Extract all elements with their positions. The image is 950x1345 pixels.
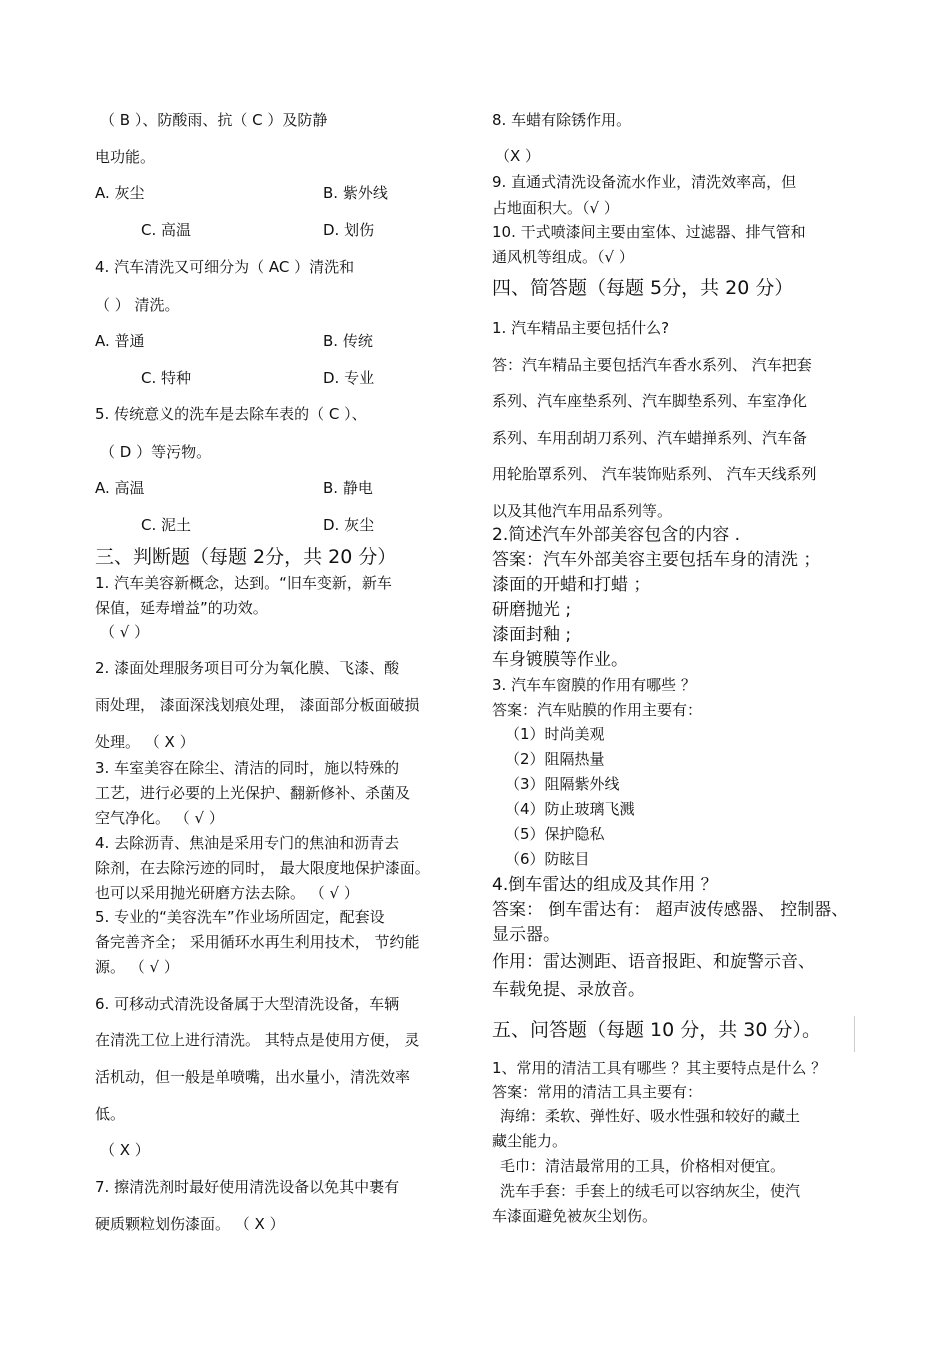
- answer-text: 漆面的开蜡和打蜡 ；: [492, 575, 651, 595]
- answer-text: 海绵：柔软、弹性好、吸水性强和较好的藏土: [500, 1107, 801, 1125]
- question-text: 1、常用的清洁工具有哪些 ？其主要特点是什么 ？: [492, 1059, 827, 1077]
- text-line: 工艺，进行必要的上光保护、翻新修补、杀菌及: [95, 784, 411, 802]
- option-d: D. 专业: [323, 369, 375, 387]
- answer-text: 答案：常用的清洁工具主要有：: [492, 1083, 703, 1101]
- question-text: 8. 车蜡有除锈作用。: [492, 111, 632, 129]
- question-text: 5. 传统意义的洗车是去除车表的（ C ）、: [95, 405, 367, 423]
- answer-mark: （ √ ）: [100, 623, 150, 641]
- text-line: 备完善齐全； 采用循环水再生利用技术， 节约能: [95, 933, 420, 951]
- list-item: （1）时尚美观: [505, 725, 605, 743]
- option-d: D. 灰尘: [323, 516, 375, 534]
- answer-text: 研磨抛光 ;: [492, 600, 572, 620]
- section-heading: 三、判断题（每题 2分，共 20 分）: [95, 546, 397, 568]
- option-c: C. 特种: [141, 369, 192, 387]
- text-line: 保值，延寿增益”的功效。: [95, 599, 268, 617]
- answer-text: 系列、汽车座垫系列、汽车脚垫系列、车室净化: [492, 392, 808, 410]
- question-text: 10. 干式喷漆间主要由室体、过滤器、排气管和: [492, 223, 806, 241]
- option-c: C. 高温: [141, 221, 192, 239]
- option-a: A. 普通: [95, 332, 145, 350]
- answer-text: 车载免提、录放音。: [492, 980, 645, 1000]
- text-line: 硬质颗粒划伤漆面。 （ X ）: [95, 1215, 285, 1233]
- question-text: 6. 可移动式清洗设备属于大型清洗设备，车辆: [95, 995, 400, 1013]
- text-line: 除剂，在去除污迹的同时， 最大限度地保护漆面。: [95, 859, 430, 877]
- text-line: 通风机等组成。（√ ）: [492, 248, 634, 266]
- text-line: 雨处理， 漆面深浅划痕处理， 漆面部分板面破损: [95, 696, 420, 714]
- list-item: （6）防眩目: [505, 850, 590, 868]
- answer-text: 答：汽车精品主要包括汽车香水系列、 汽车把套: [492, 356, 812, 374]
- answer-text: 车漆面避免被灰尘划伤。: [492, 1207, 658, 1225]
- answer-mark: （X ）: [495, 147, 541, 165]
- question-text: 3. 汽车车窗膜的作用有哪些 ？: [492, 676, 696, 694]
- text-line: 处理。 （ X ）: [95, 733, 195, 751]
- answer-text: 答案：汽车贴膜的作用主要有：: [492, 701, 703, 719]
- answer-mark: （ X ）: [100, 1141, 150, 1159]
- text-line: 电功能。: [95, 148, 156, 166]
- text-line: 低。: [95, 1105, 126, 1123]
- list-item: （4）防止玻璃飞溅: [505, 800, 635, 818]
- option-b: B. 静电: [323, 479, 373, 497]
- option-b: B. 传统: [323, 332, 373, 350]
- question-text: 1. 汽车精品主要包括什么?: [492, 319, 670, 337]
- list-item: （3）阻隔紫外线: [505, 775, 620, 793]
- answer-text: 毛巾：清洁最常用的工具，价格相对便宜。: [500, 1157, 786, 1175]
- divider: [854, 1016, 855, 1052]
- list-item: （2）阻隔热量: [505, 750, 605, 768]
- question-text: 2.简述汽车外部美容包含的内容 .: [492, 525, 741, 545]
- question-text: 9. 直通式清洗设备流水作业，清洗效率高，但: [492, 173, 797, 191]
- answer-text: 答案： 倒车雷达有： 超声波传感器、 控制器、: [492, 900, 849, 920]
- question-text: 1. 汽车美容新概念，达到。“旧车变新，新车: [95, 574, 392, 592]
- answer-text: 答案：汽车外部美容主要包括车身的清洗 ；: [492, 550, 821, 570]
- option-a: A. 灰尘: [95, 184, 145, 202]
- answer-text: 藏尘能力。: [492, 1132, 568, 1150]
- option-a: A. 高温: [95, 479, 145, 497]
- text-line: 空气净化。 （ √ ）: [95, 809, 224, 827]
- text-line: 占地面积大。（√ ）: [492, 199, 619, 217]
- answer-text: 系列、车用刮胡刀系列、汽车蜡掸系列、汽车备: [492, 429, 808, 447]
- question-text: 3. 车室美容在除尘、清洁的同时，施以特殊的: [95, 759, 400, 777]
- question-text: 4. 去除沥青、焦油是采用专门的焦油和沥青去: [95, 834, 400, 852]
- text-line: 活机动，但一般是单喷嘴，出水量小，清洗效率: [95, 1068, 411, 1086]
- question-text: 7. 擦清洗剂时最好使用清洗设备以免其中裹有: [95, 1178, 400, 1196]
- question-text: 2. 漆面处理服务项目可分为氧化膜、飞漆、酸: [95, 659, 400, 677]
- text-line: （ ） 清洗。: [95, 296, 180, 314]
- answer-text: 洗车手套：手套上的绒毛可以容纳灰尘，使汽: [500, 1182, 801, 1200]
- text-line: （ D ）等污物。: [100, 443, 212, 461]
- answer-text: 车身镀膜等作业。: [492, 650, 628, 670]
- answer-text: 用轮胎罩系列、 汽车装饰贴系列、 汽车天线系列: [492, 465, 817, 483]
- answer-text: 以及其他汽车用品系列等。: [492, 502, 673, 520]
- question-text: 4.倒车雷达的组成及其作用 ？: [492, 875, 718, 895]
- option-c: C. 泥土: [141, 516, 192, 534]
- section-heading: 五、问答题（每题 10 分，共 30 分）。: [492, 1019, 822, 1041]
- section-heading: 四、简答题（每题 5分，共 20 分）: [492, 277, 794, 299]
- list-item: （5）保护隐私: [505, 825, 605, 843]
- answer-text: 显示器。: [492, 925, 560, 945]
- option-b: B. 紫外线: [323, 184, 388, 202]
- answer-text: 作用：雷达测距、语音报距、和旋警示音、: [492, 952, 815, 972]
- question-text: 5. 专业的“美容洗车”作业场所固定，配套设: [95, 908, 385, 926]
- answer-text: 漆面封釉 ;: [492, 625, 572, 645]
- text-line: 也可以采用抛光研磨方法去除。 （ √ ）: [95, 884, 359, 902]
- text-line: 在清洗工位上进行清洗。 其特点是使用方便， 灵: [95, 1031, 420, 1049]
- option-d: D. 划伤: [323, 221, 375, 239]
- text-line: 源。 （ √ ）: [95, 958, 179, 976]
- question-text: 4. 汽车清洗又可细分为（ AC ）清洗和: [95, 258, 355, 276]
- text-line: （ B ）、防酸雨、抗（ C ）及防静: [100, 111, 328, 129]
